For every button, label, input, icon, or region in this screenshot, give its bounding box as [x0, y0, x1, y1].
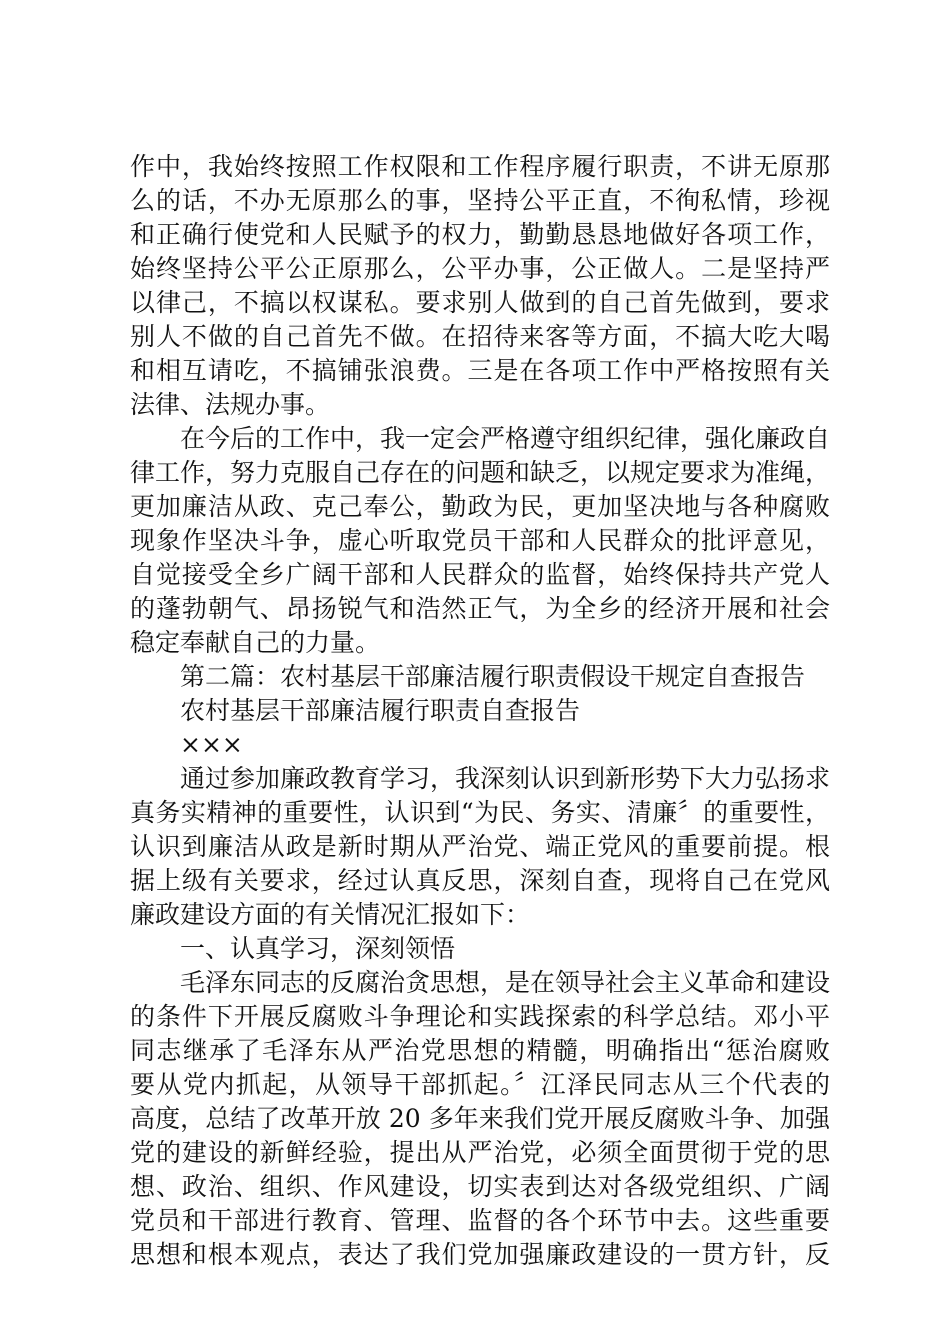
text-line: 律工作，努力克服自己存在的问题和缺乏，以规定要求为准绳，	[130, 458, 831, 487]
text-line: 同志继承了毛泽东从严治党思想的精髓，明确指出“惩治腐败	[130, 1036, 830, 1065]
text-line: 廉政建设方面的有关情况汇报如下：	[130, 900, 531, 929]
text-line: 想、政治、组织、作风建设，切实表到达对各级党组织、广阔	[130, 1172, 830, 1201]
text-line: 自觉接受全乡广阔干部和人民群众的监督，始终保持共产党人	[130, 560, 830, 589]
text-line: 高度，总结了改革开放 20 多年来我们党开展反腐败斗争、加强	[130, 1104, 830, 1133]
text-line: 思想和根本观点，表达了我们党加强廉政建设的一贯方针，反	[130, 1240, 830, 1269]
text-line: 党的建设的新鲜经验，提出从严治党，必须全面贯彻于党的思	[130, 1138, 830, 1167]
text-line: 更加廉洁从政、克己奉公，勤政为民，更加坚决地与各种腐败	[130, 492, 830, 521]
text-line: 要从党内抓起，从领导干部抓起。〞江泽民同志从三个代表的	[130, 1070, 830, 1099]
text-line: 真务实精神的重要性，认识到“为民、务实、清廉〞的重要性，	[130, 798, 830, 827]
text-line: 始终坚持公平公正原那么，公平办事，公正做人。二是坚持严	[130, 254, 830, 283]
text-line: 的蓬勃朝气、昂扬锐气和浩然正气，为全乡的经济开展和社会	[130, 594, 830, 623]
text-line: ×××	[180, 730, 243, 759]
text-line: 稳定奉献自己的力量。	[130, 628, 381, 657]
text-line: 法律、法规办事。	[130, 390, 331, 419]
text-line: 农村基层干部廉洁履行职责自查报告	[180, 696, 581, 725]
text-line: 的条件下开展反腐败斗争理论和实践探索的科学总结。邓小平	[130, 1002, 830, 1031]
text-line: 作中，我始终按照工作权限和工作程序履行职责，不讲无原那	[130, 152, 830, 181]
text-line: 以律己，不搞以权谋私。要求别人做到的自己首先做到，要求	[130, 288, 830, 317]
text-line: 第二篇：农村基层干部廉洁履行职责假设干规定自查报告	[180, 662, 806, 691]
document-page	[130, 150, 830, 1272]
text-line: 通过参加廉政教育学习，我深刻认识到新形势下大力弘扬求	[180, 764, 831, 793]
text-line: 在今后的工作中，我一定会严格遵守组织纪律，强化廉政自	[180, 424, 831, 453]
text-line: 毛泽东同志的反腐治贪思想，是在领导社会主义革命和建设	[180, 968, 831, 997]
text-line: 据上级有关要求，经过认真反思，深刻自查，现将自己在党风	[130, 866, 830, 895]
text-line: 一、认真学习，深刻领悟	[180, 934, 456, 963]
text-line: 认识到廉洁从政是新时期从严治党、端正党风的重要前提。根	[130, 832, 830, 861]
text-line: 和相互请吃，不搞铺张浪费。三是在各项工作中严格按照有关	[130, 356, 830, 385]
text-line: 现象作坚决斗争，虚心听取党员干部和人民群众的批评意见，	[130, 526, 830, 555]
text-line: 别人不做的自己首先不做。在招待来客等方面，不搞大吃大喝	[130, 322, 830, 351]
text-line: 么的话，不办无原那么的事，坚持公平正直，不徇私情，珍视	[130, 186, 830, 215]
text-line: 党员和干部进行教育、管理、监督的各个环节中去。这些重要	[130, 1206, 830, 1235]
text-line: 和正确行使党和人民赋予的权力，勤勤恳恳地做好各项工作，	[130, 220, 830, 249]
